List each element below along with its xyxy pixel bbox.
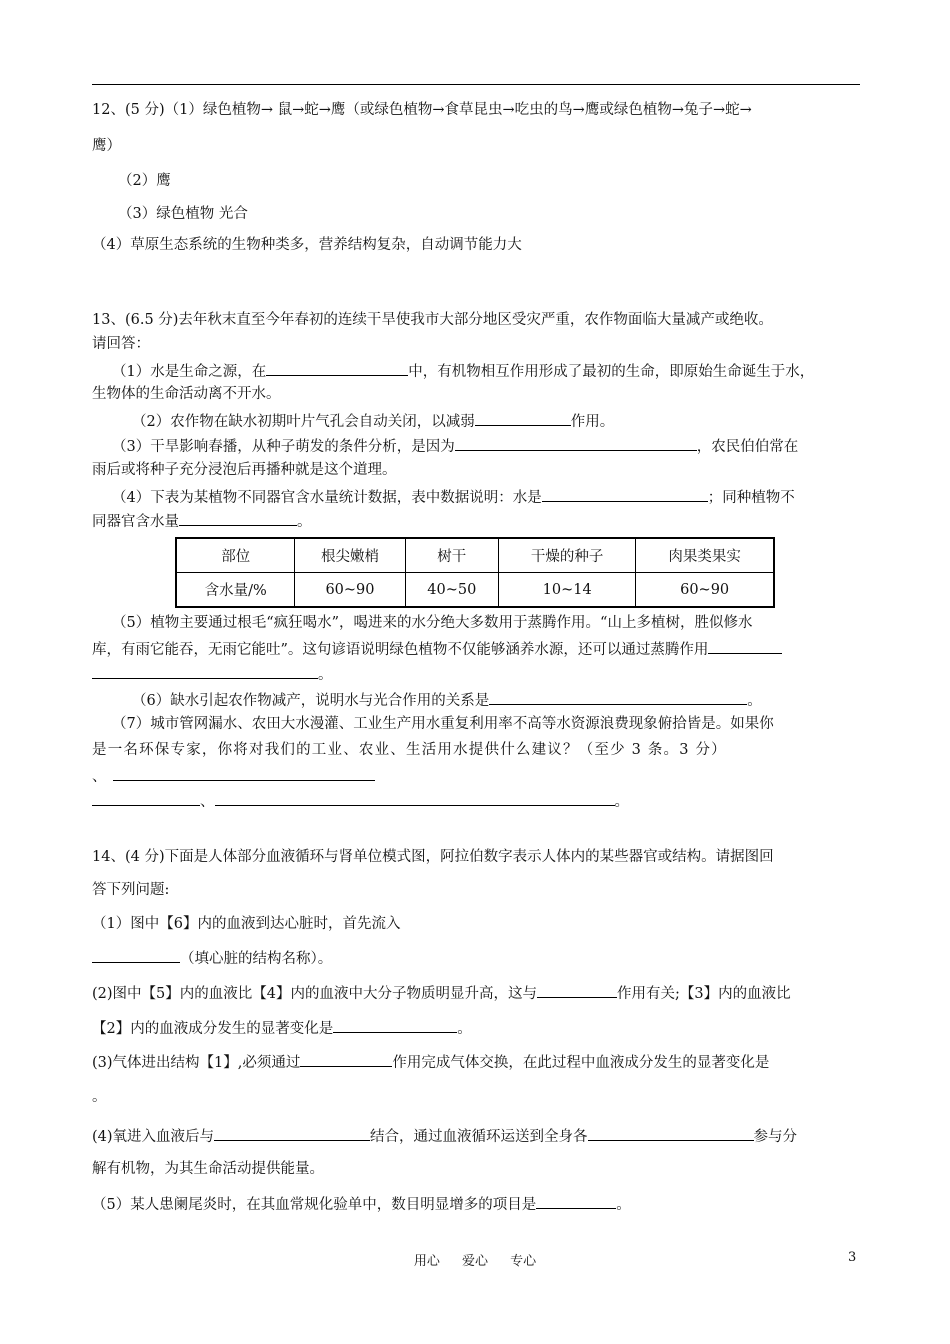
q13-part1-text-b: 中，有机物相互作用形成了最初的生命，即原始生命诞生于水， — [408, 364, 815, 380]
q13-part5-blank1[interactable] — [708, 637, 782, 654]
q13-part7-line1: （7）城市管网漏水、农田大水漫灌、工业生产用水重复利用率不高等水资源浪费现象俯拾皆是。如果你 — [112, 716, 774, 732]
table-row — [176, 573, 774, 608]
q14-part5-text-a: （5）某人患阑尾炎时，在其血常规化验单中，数目明显增多的项目是 — [92, 1197, 537, 1213]
q13-part3-text-b: ，农民伯伯常在 — [696, 439, 799, 455]
q13-part5-text-c: 。 — [318, 667, 333, 683]
q13-part5-line2 — [92, 637, 860, 661]
table-header-cell: 树干 — [405, 538, 498, 573]
q13-part4-blank2[interactable] — [179, 509, 297, 526]
q14-part1-line2 — [92, 946, 860, 970]
q14-part1-blank[interactable] — [92, 946, 180, 963]
q13-part2-text-b: 作用。 — [570, 414, 615, 430]
q14-part4-text-a: (4)氧进入血液后与 — [92, 1129, 215, 1145]
q14-part2-blank1[interactable] — [537, 981, 617, 998]
q14-heading-line1: 14、(4 分)下面是人体部分血液循环与肾单位模式图，阿拉伯数字表示人体内的某些器官或结构。请据图回 — [92, 849, 774, 865]
q14-part3-line2: 。 — [92, 1089, 107, 1105]
table-cell: 含水量/% — [176, 573, 295, 608]
table-header-cell: 干燥的种子 — [499, 538, 636, 573]
q14-part2-text-a: (2)图中【5】内的血液比【4】内的血液中大分子物质明显升高，这与 — [92, 986, 537, 1002]
q13-part5-line3 — [92, 662, 860, 686]
q13-part7-line2: 是一名环保专家，你将对我们的工业、农业、生活用水提供什么建议？（至少 3 条。3 分） — [92, 742, 727, 758]
q14-part5-text-b: 。 — [616, 1197, 631, 1213]
q14-part4-line2: 解有机物，为其生命活动提供能量。 — [92, 1161, 324, 1177]
q14-part2-text-d: 。 — [457, 1021, 472, 1037]
q13-part4-text-c: 同器官含水量 — [92, 514, 179, 530]
q14-part2-line2 — [92, 1016, 860, 1040]
q13-part3-line1 — [112, 434, 880, 458]
q13-part6-text-a: （6）缺水引起农作物减产，说明水与光合作用的关系是 — [132, 693, 490, 709]
q14-part3-text-b: 作用完成气体交换，在此过程中血液成分发生的显著变化是 — [392, 1055, 770, 1071]
q13-part3-text-a: （3）干旱影响春播，从种子萌发的条件分析，是因为 — [112, 439, 455, 455]
table-header-cell: 部位 — [176, 538, 295, 573]
table-header-cell: 根尖嫩梢 — [295, 538, 405, 573]
q13-part7-end: 。 — [614, 794, 629, 810]
page-footer — [0, 1250, 950, 1269]
q13-part4-line1 — [112, 485, 880, 509]
table-cell: 60~90 — [636, 573, 774, 608]
q14-part2-text-b: 作用有关;【3】内的血液比 — [617, 986, 791, 1002]
q14-part1-text-b: （填心脏的结构名称）。 — [180, 951, 333, 967]
q14-part4-line1 — [92, 1124, 860, 1148]
q13-part6-text-b: 。 — [747, 693, 762, 709]
q13-part5-blank2[interactable] — [92, 662, 318, 679]
q13-part7-line3 — [92, 764, 860, 788]
q14-heading-line2: 答下列问题: — [92, 882, 170, 898]
q13-part5-text-b: 库，有雨它能吞，无雨它能吐”。这句谚语说明绿色植物不仅能够涵养水源，还可以通过蒸腾作用 — [92, 642, 709, 658]
q14-part3-blank[interactable] — [300, 1050, 392, 1067]
q13-part4-line2 — [92, 509, 860, 533]
footer-item: 爱心 — [461, 1254, 488, 1269]
q13-part7-blank1[interactable] — [113, 764, 375, 781]
q12-line1: 12、(5 分)（1）绿色植物→ 鼠→蛇→鹰（或绿色植物→食草昆虫→吃虫的鸟→鹰或绿色植物→兔子→蛇→ — [92, 102, 752, 118]
q13-part2-text-a: （2）农作物在缺水初期叶片气孔会自动关闭，以减弱 — [132, 414, 475, 430]
q12-part4: （4）草原生态系统的生物种类多，营养结构复杂，自动调节能力大 — [92, 237, 522, 253]
q13-part1-line1 — [112, 359, 880, 383]
q13-part7-blank2[interactable] — [92, 789, 200, 806]
q13-part2-line — [132, 409, 900, 433]
q14-part2-text-c: 【2】内的血液成分发生的显著变化是 — [92, 1021, 334, 1037]
table-cell: 10~14 — [499, 573, 636, 608]
q13-heading-line1: 13、(6.5 分)去年秋末直至今年春初的连续干旱使我市大部分地区受灾严重，农作物面临大量减产或绝收。 — [92, 312, 773, 328]
q12-part3: （3）绿色植物 光合 — [118, 206, 248, 222]
q14-part4-blank2[interactable] — [588, 1124, 754, 1141]
q12-part2: （2）鹰 — [118, 173, 171, 189]
table-header-row — [176, 538, 774, 573]
q14-part3-line1 — [92, 1050, 860, 1074]
q14-part2-line1 — [92, 981, 860, 1005]
q13-part2-blank[interactable] — [475, 409, 571, 426]
q13-part6-line — [132, 688, 900, 712]
q12-line2: 鹰） — [92, 138, 121, 154]
q14-part5-line — [92, 1192, 860, 1216]
footer-item: 用心 — [413, 1254, 440, 1269]
q14-part4-text-b: 结合，通过血液循环运送到全身各 — [370, 1129, 588, 1145]
q13-part6-blank[interactable] — [489, 688, 747, 705]
water-content-table — [175, 537, 775, 608]
q14-part2-blank2[interactable] — [333, 1016, 457, 1033]
q13-part1-text-a: （1）水是生命之源，在 — [112, 364, 267, 380]
table-cell: 40~50 — [405, 573, 498, 608]
q13-part4-blank1[interactable] — [542, 485, 708, 502]
q13-part7-blank3[interactable] — [215, 789, 615, 806]
q13-part4-text-a: （4）下表为某植物不同器官含水量统计数据，表中数据说明：水是 — [112, 490, 542, 506]
q14-part1-line1: （1）图中【6】内的血液到达心脏时，首先流入 — [92, 916, 401, 932]
q13-part7-line4 — [92, 789, 860, 813]
q13-part7-sep1: 、 — [92, 769, 107, 785]
q13-part4-text-d: 。 — [297, 514, 312, 530]
q13-part5-line1: （5）植物主要通过根毛“疯狂喝水”，喝进来的水分绝大多数用于蒸腾作用。“山上多植树，胜似修水 — [112, 615, 753, 631]
q13-heading-line2: 请回答： — [92, 336, 150, 352]
q13-part1-blank[interactable] — [266, 359, 408, 376]
q13-part3-blank[interactable] — [455, 434, 697, 451]
q13-part1-line2: 生物体的生命活动离不开水。 — [92, 386, 281, 402]
page-number: 3 — [848, 1250, 857, 1265]
q13-part4-text-b: ；同种植物不 — [707, 490, 795, 506]
q14-part3-text-a: (3)气体进出结构【1】,必须通过 — [92, 1055, 301, 1071]
q14-part4-blank1[interactable] — [214, 1124, 370, 1141]
table-cell: 60~90 — [295, 573, 405, 608]
footer-item: 专心 — [510, 1254, 537, 1269]
table-header-cell: 肉果类果实 — [636, 538, 774, 573]
q13-part7-sep2: 、 — [200, 794, 215, 810]
q14-part4-text-c: 参与分 — [753, 1129, 798, 1145]
header-rule — [92, 84, 860, 85]
q14-part5-blank[interactable] — [536, 1192, 616, 1209]
q13-part3-line2: 雨后或将种子充分浸泡后再播种就是这个道理。 — [92, 462, 397, 478]
